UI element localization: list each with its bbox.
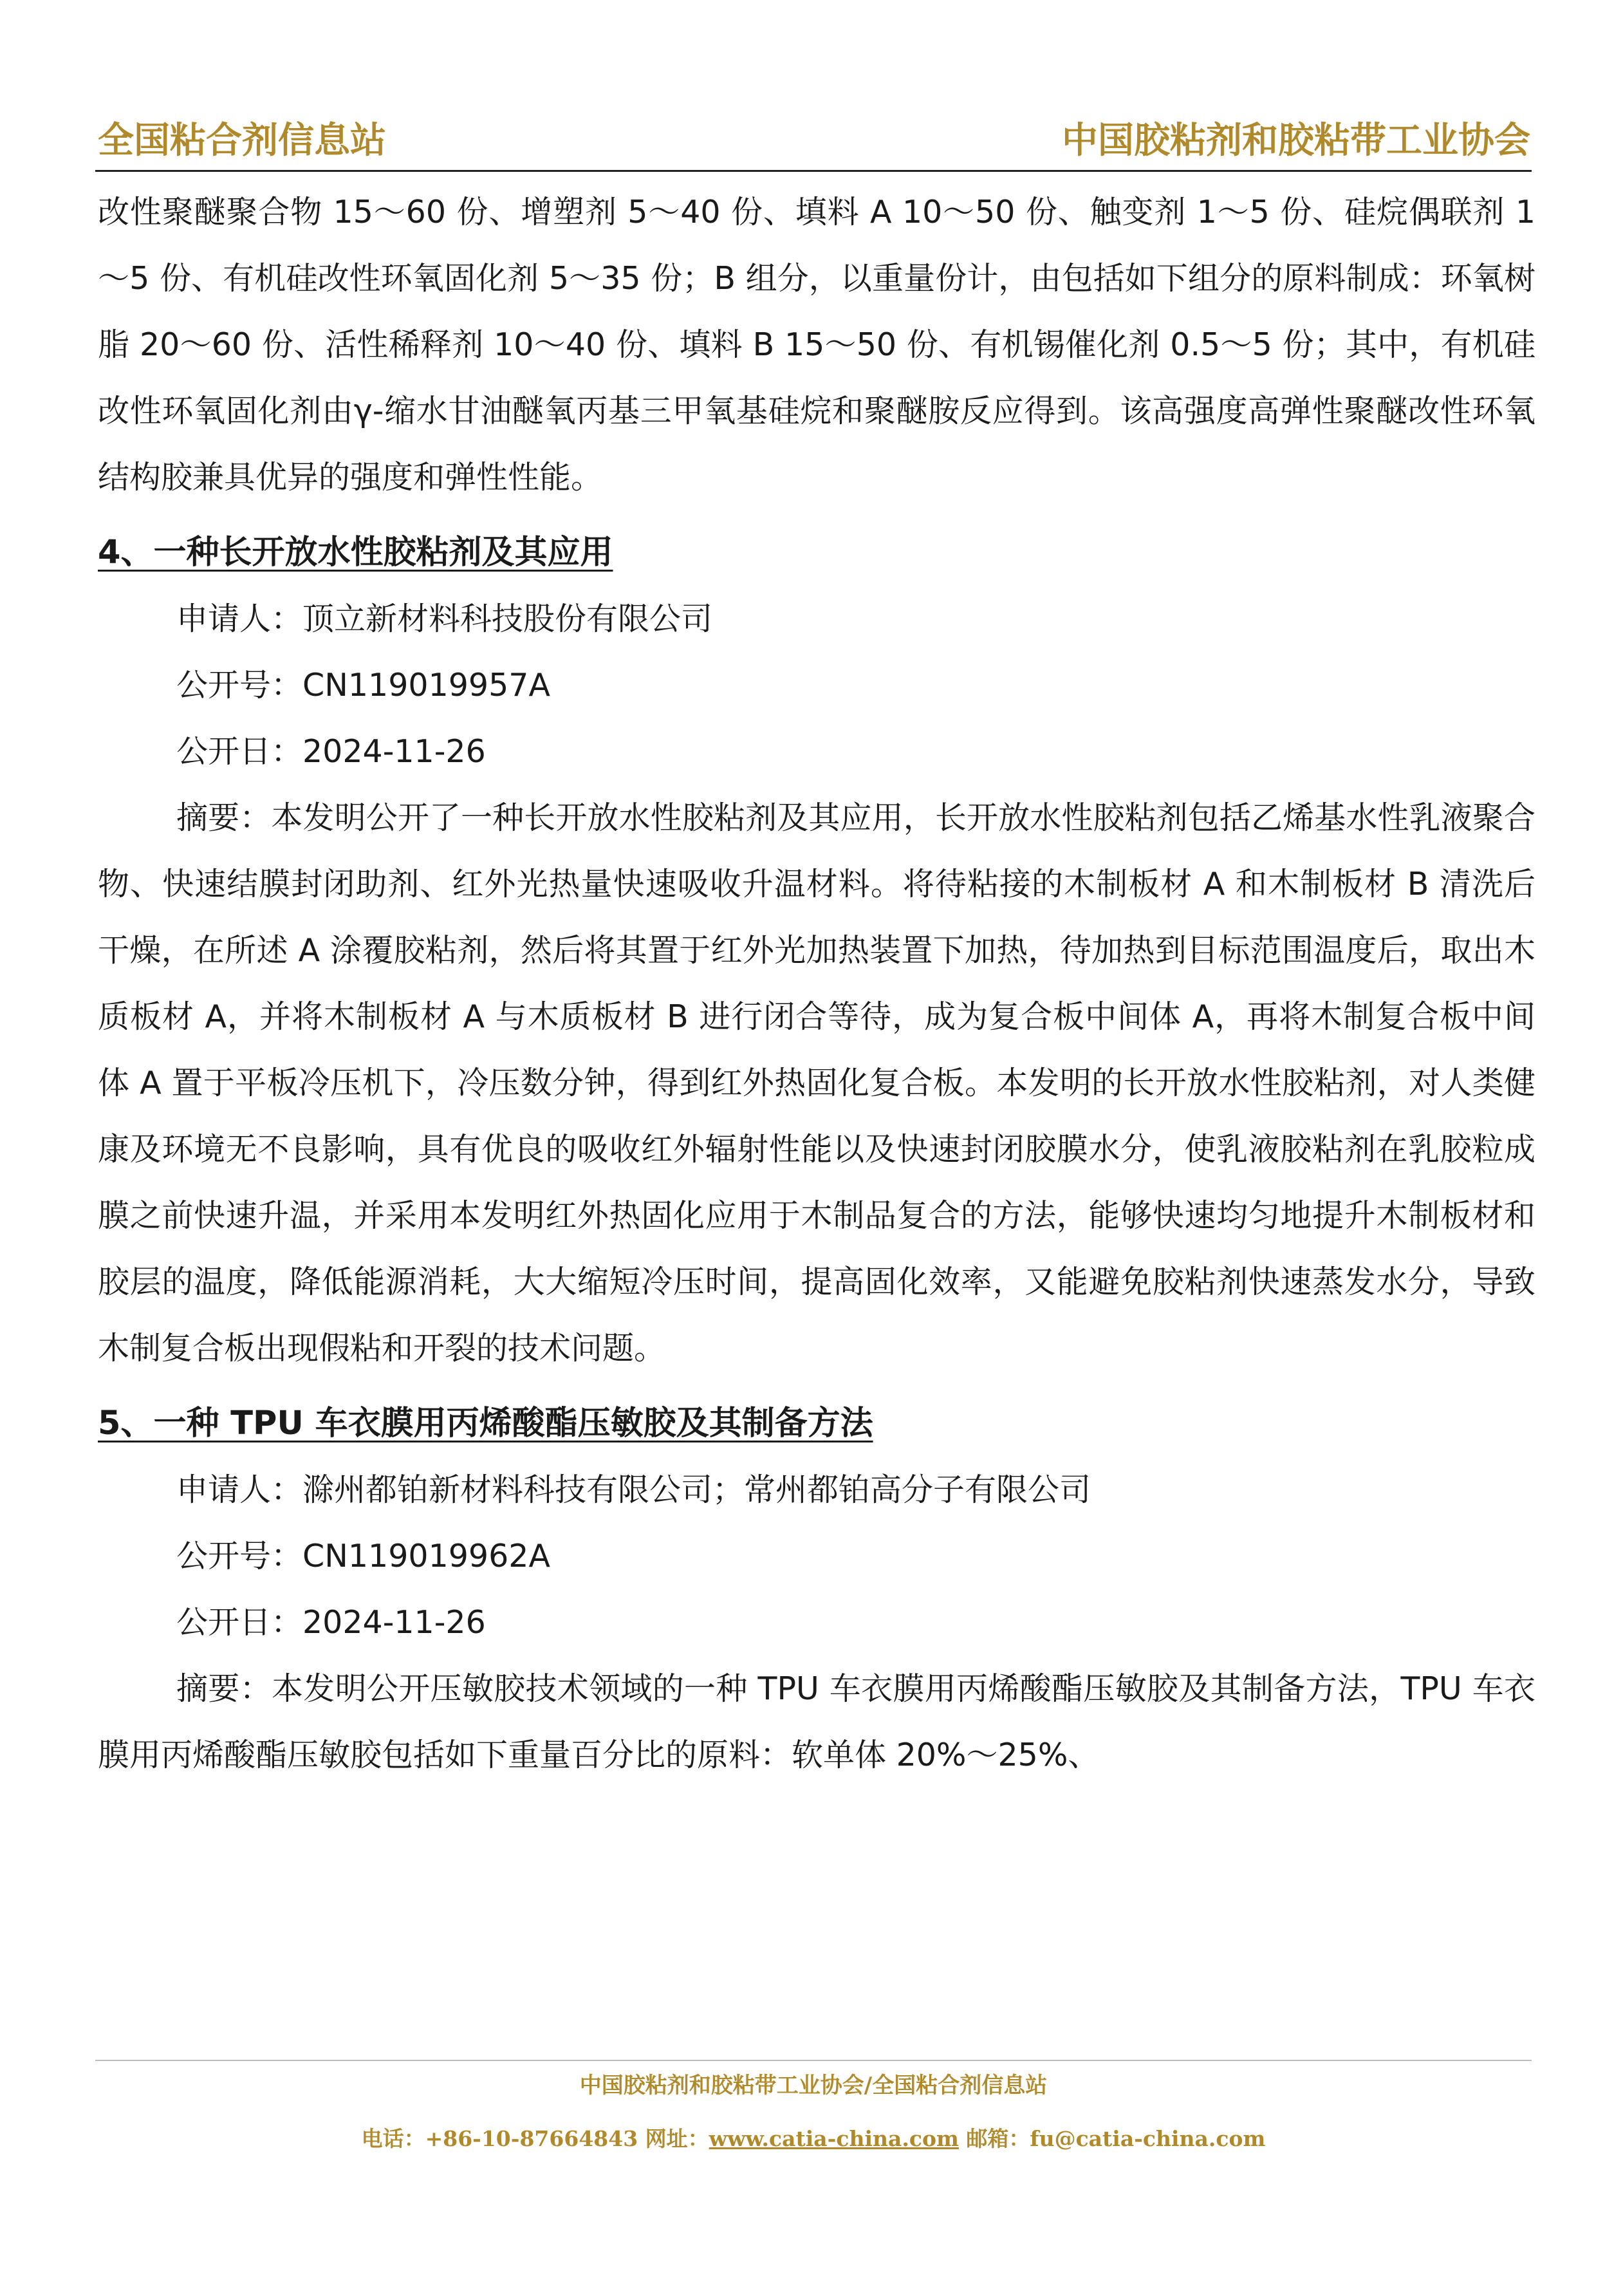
page-footer (95, 2060, 1532, 2152)
publication-number-field: 公开号：CN119019962A (176, 1538, 550, 1574)
patent-section (98, 1390, 1535, 1788)
publication-number-field: 公开号：CN119019957A (176, 667, 550, 704)
section-heading-text: 5、一种 TPU 车衣膜用丙烯酸酯压敏胶及其制备方法 (98, 1405, 873, 1442)
footer-org-line: 中国胶粘剂和胶粘带工业协会/全国粘合剂信息站 (579, 2073, 1048, 2098)
applicant-field: 申请人：滁州都铂新材料科技有限公司；常州都铂高分子有限公司 (176, 1471, 1091, 1508)
publication-date-field: 公开日：2024-11-26 (176, 733, 486, 770)
header-site-title: 全国粘合剂信息站 (98, 119, 386, 162)
patent-section (98, 519, 1535, 1381)
abstract-paragraph: 摘要：本发明公开了一种长开放水性胶粘剂及其应用，长开放水性胶粘剂包括乙烯基水性乳液聚合物、快速结膜封闭助剂、红外光热量快速吸收升温材料。将待粘接的木制板材 A 和木制板材 B 清洗后干燥，在所述 A 涂覆胶粘剂，然后将其置于红外光加热装置下加热，待加热到目标范围温度后，取出木质板材 A，并将木制板材 A 与木质板材 B 进行闭合等待，成为复合板中间体 A，再将木制复合板中间体 A 置于平板冷压机下，冷压数分钟，得到红外热固化复合板。本发明的长开放水性胶粘剂，对人类健康及环境无不良影响，具有优良的吸收红外辐射性能以及快速封闭胶膜水分，使乳液胶粘剂在乳胶粒成膜之前快速升温，并采用本发明红外热固化应用于木制品复合的方法，能够快速均匀地提升木制板材和胶层的温度，降低能源消耗，大大缩短冷压时间，提高固化效率，又能避免胶粘剂快速蒸发水分，导致木制复合板出现假粘和开裂的技术问题。 (98, 799, 1535, 1367)
footer-phone: 电话：+86-10-87664843 网址： (361, 2126, 709, 2151)
page-content (98, 179, 1535, 1788)
page-header (95, 115, 1532, 172)
section-heading-text: 4、一种长开放水性胶粘剂及其应用 (98, 534, 613, 572)
applicant-field: 申请人：顶立新材料科技股份有限公司 (176, 601, 713, 637)
section-heading (98, 1390, 1535, 1457)
publication-date-field: 公开日：2024-11-26 (176, 1604, 486, 1641)
footer-email-label: 邮箱： (958, 2126, 1030, 2151)
header-association-title: 中国胶粘剂和胶粘带工业协会 (1062, 119, 1530, 162)
footer-website-link[interactable]: www.catia-china.com (709, 2126, 959, 2151)
footer-contact-line (95, 2122, 1532, 2152)
section-heading (98, 519, 1535, 586)
abstract-paragraph: 摘要：本发明公开压敏胶技术领域的一种 TPU 车衣膜用丙烯酸酯压敏胶及其制备方法，TPU 车衣膜用丙烯酸酯压敏胶包括如下重量百分比的原料：软单体 20%～25%、 (98, 1670, 1535, 1773)
intro-paragraph: 改性聚醚聚合物 15～60 份、增塑剂 5～40 份、填料 A 10～50 份、触变剂 1～5 份、硅烷偶联剂 1～5 份、有机硅改性环氧固化剂 5～35 份；B 组分，以重量份计，由包括如下组分的原料制成：环氧树脂 20～60 份、活性稀释剂 10～40 份、填料 B 15～50 份、有机锡催化剂 0.5～5 份；其中，有机硅改性环氧固化剂由γ-缩水甘油醚氧丙基三甲氧基硅烷和聚醚胺反应得到。该高强度高弹性聚醚改性环氧结构胶兼具优异的强度和弹性性能。 (98, 194, 1535, 496)
footer-email[interactable]: fu@catia-china.com (1030, 2126, 1266, 2151)
